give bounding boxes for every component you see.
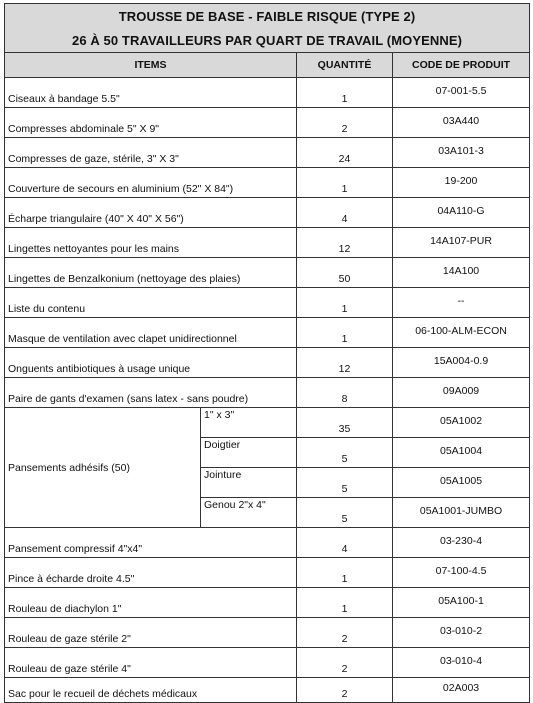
table-row <box>5 168 530 198</box>
item-quantity: 1 <box>297 558 393 588</box>
item-code: 05A1004 <box>393 438 530 468</box>
item-code: 03A101-3 <box>393 138 530 168</box>
item-name: Pansement compressif 4"x4" <box>5 528 297 558</box>
item-code: 03-010-4 <box>393 648 530 678</box>
item-name: Rouleau de gaze stérile 2" <box>5 618 297 648</box>
table-row <box>5 258 530 288</box>
table-subtitle: 26 À 50 TRAVAILLEURS PAR QUART DE TRAVAIL (MOYENNE) <box>5 28 530 53</box>
table-row <box>5 648 530 678</box>
item-name: Pince à écharde droite 4.5" <box>5 558 297 588</box>
item-quantity: 1 <box>297 318 393 348</box>
table-row <box>5 618 530 648</box>
item-quantity: 2 <box>297 618 393 648</box>
table-row <box>5 678 530 703</box>
item-code: 14A100 <box>393 258 530 288</box>
item-name: Paire de gants d'examen (sans latex - sans poudre) <box>5 378 297 408</box>
item-name: Rouleau de diachylon 1" <box>5 588 297 618</box>
item-name: Compresses de gaze, stérile, 3" X 3" <box>5 138 297 168</box>
item-name: Rouleau de gaze stérile 4" <box>5 648 297 678</box>
header-items: ITEMS <box>5 53 297 78</box>
sub-item-name: Doigtier <box>201 438 297 468</box>
item-quantity: 1 <box>297 168 393 198</box>
table-row <box>5 558 530 588</box>
item-name: Écharpe triangulaire (40" X 40" X 56") <box>5 198 297 228</box>
item-quantity: 1 <box>297 78 393 108</box>
item-code: 03-010-2 <box>393 618 530 648</box>
item-name: Onguents antibiotiques à usage unique <box>5 348 297 378</box>
item-code: 19-200 <box>393 168 530 198</box>
item-code: 07-001-5.5 <box>393 78 530 108</box>
item-code: -- <box>393 288 530 318</box>
table-row <box>5 228 530 258</box>
table-row <box>5 198 530 228</box>
item-name: Sac pour le recueil de déchets médicaux <box>5 678 297 703</box>
item-quantity: 12 <box>297 228 393 258</box>
item-name: Masque de ventilation avec clapet unidirectionnel <box>5 318 297 348</box>
item-quantity: 12 <box>297 348 393 378</box>
item-name: Couverture de secours en aluminium (52" X 84") <box>5 168 297 198</box>
item-code: 05A1002 <box>393 408 530 438</box>
table-row <box>5 138 530 168</box>
header-product-code: CODE DE PRODUIT <box>393 53 530 78</box>
item-quantity: 2 <box>297 648 393 678</box>
item-quantity: 5 <box>297 498 393 528</box>
table-title: TROUSSE DE BASE - FAIBLE RISQUE (TYPE 2) <box>5 4 530 29</box>
item-code: 05A100-1 <box>393 588 530 618</box>
item-quantity: 24 <box>297 138 393 168</box>
item-code: 09A009 <box>393 378 530 408</box>
item-code: 05A1005 <box>393 468 530 498</box>
item-code: 03A440 <box>393 108 530 138</box>
sub-item-name: 1" x 3" <box>201 408 297 438</box>
item-name: Lingettes de Benzalkonium (nettoyage des plaies) <box>5 258 297 288</box>
item-quantity: 2 <box>297 678 393 703</box>
table-row <box>5 348 530 378</box>
item-code: 02A003 <box>393 678 530 703</box>
header-row <box>5 53 530 78</box>
title-row-1 <box>5 4 530 29</box>
table-row <box>5 318 530 348</box>
table-row-group <box>5 408 530 438</box>
item-code: 07-100-4.5 <box>393 558 530 588</box>
header-quantity: QUANTITÉ <box>297 53 393 78</box>
item-quantity: 35 <box>297 408 393 438</box>
table-row <box>5 588 530 618</box>
sub-item-name: Jointure <box>201 468 297 498</box>
sub-item-name: Genou 2"x 4" <box>201 498 297 528</box>
item-quantity: 50 <box>297 258 393 288</box>
item-code: 14A107-PUR <box>393 228 530 258</box>
item-code: 04A110-G <box>393 198 530 228</box>
item-quantity: 2 <box>297 108 393 138</box>
item-code: 15A004-0.9 <box>393 348 530 378</box>
item-code: 05A1001-JUMBO <box>393 498 530 528</box>
item-code: 06-100-ALM-ECON <box>393 318 530 348</box>
item-quantity: 5 <box>297 468 393 498</box>
table-row <box>5 528 530 558</box>
item-quantity: 1 <box>297 588 393 618</box>
table-row <box>5 378 530 408</box>
table-row <box>5 78 530 108</box>
item-quantity: 5 <box>297 438 393 468</box>
item-quantity: 8 <box>297 378 393 408</box>
title-row-2 <box>5 28 530 53</box>
item-name: Liste du contenu <box>5 288 297 318</box>
table-row <box>5 108 530 138</box>
item-quantity: 4 <box>297 198 393 228</box>
item-name: Ciseaux à bandage 5.5" <box>5 78 297 108</box>
table-row <box>5 288 530 318</box>
item-quantity: 1 <box>297 288 393 318</box>
item-name: Lingettes nettoyantes pour les mains <box>5 228 297 258</box>
item-code: 03-230-4 <box>393 528 530 558</box>
item-quantity: 4 <box>297 528 393 558</box>
first-aid-kit-table <box>4 3 530 703</box>
group-label: Pansements adhésifs (50) <box>5 408 201 528</box>
item-name: Compresses abdominale 5" X 9" <box>5 108 297 138</box>
